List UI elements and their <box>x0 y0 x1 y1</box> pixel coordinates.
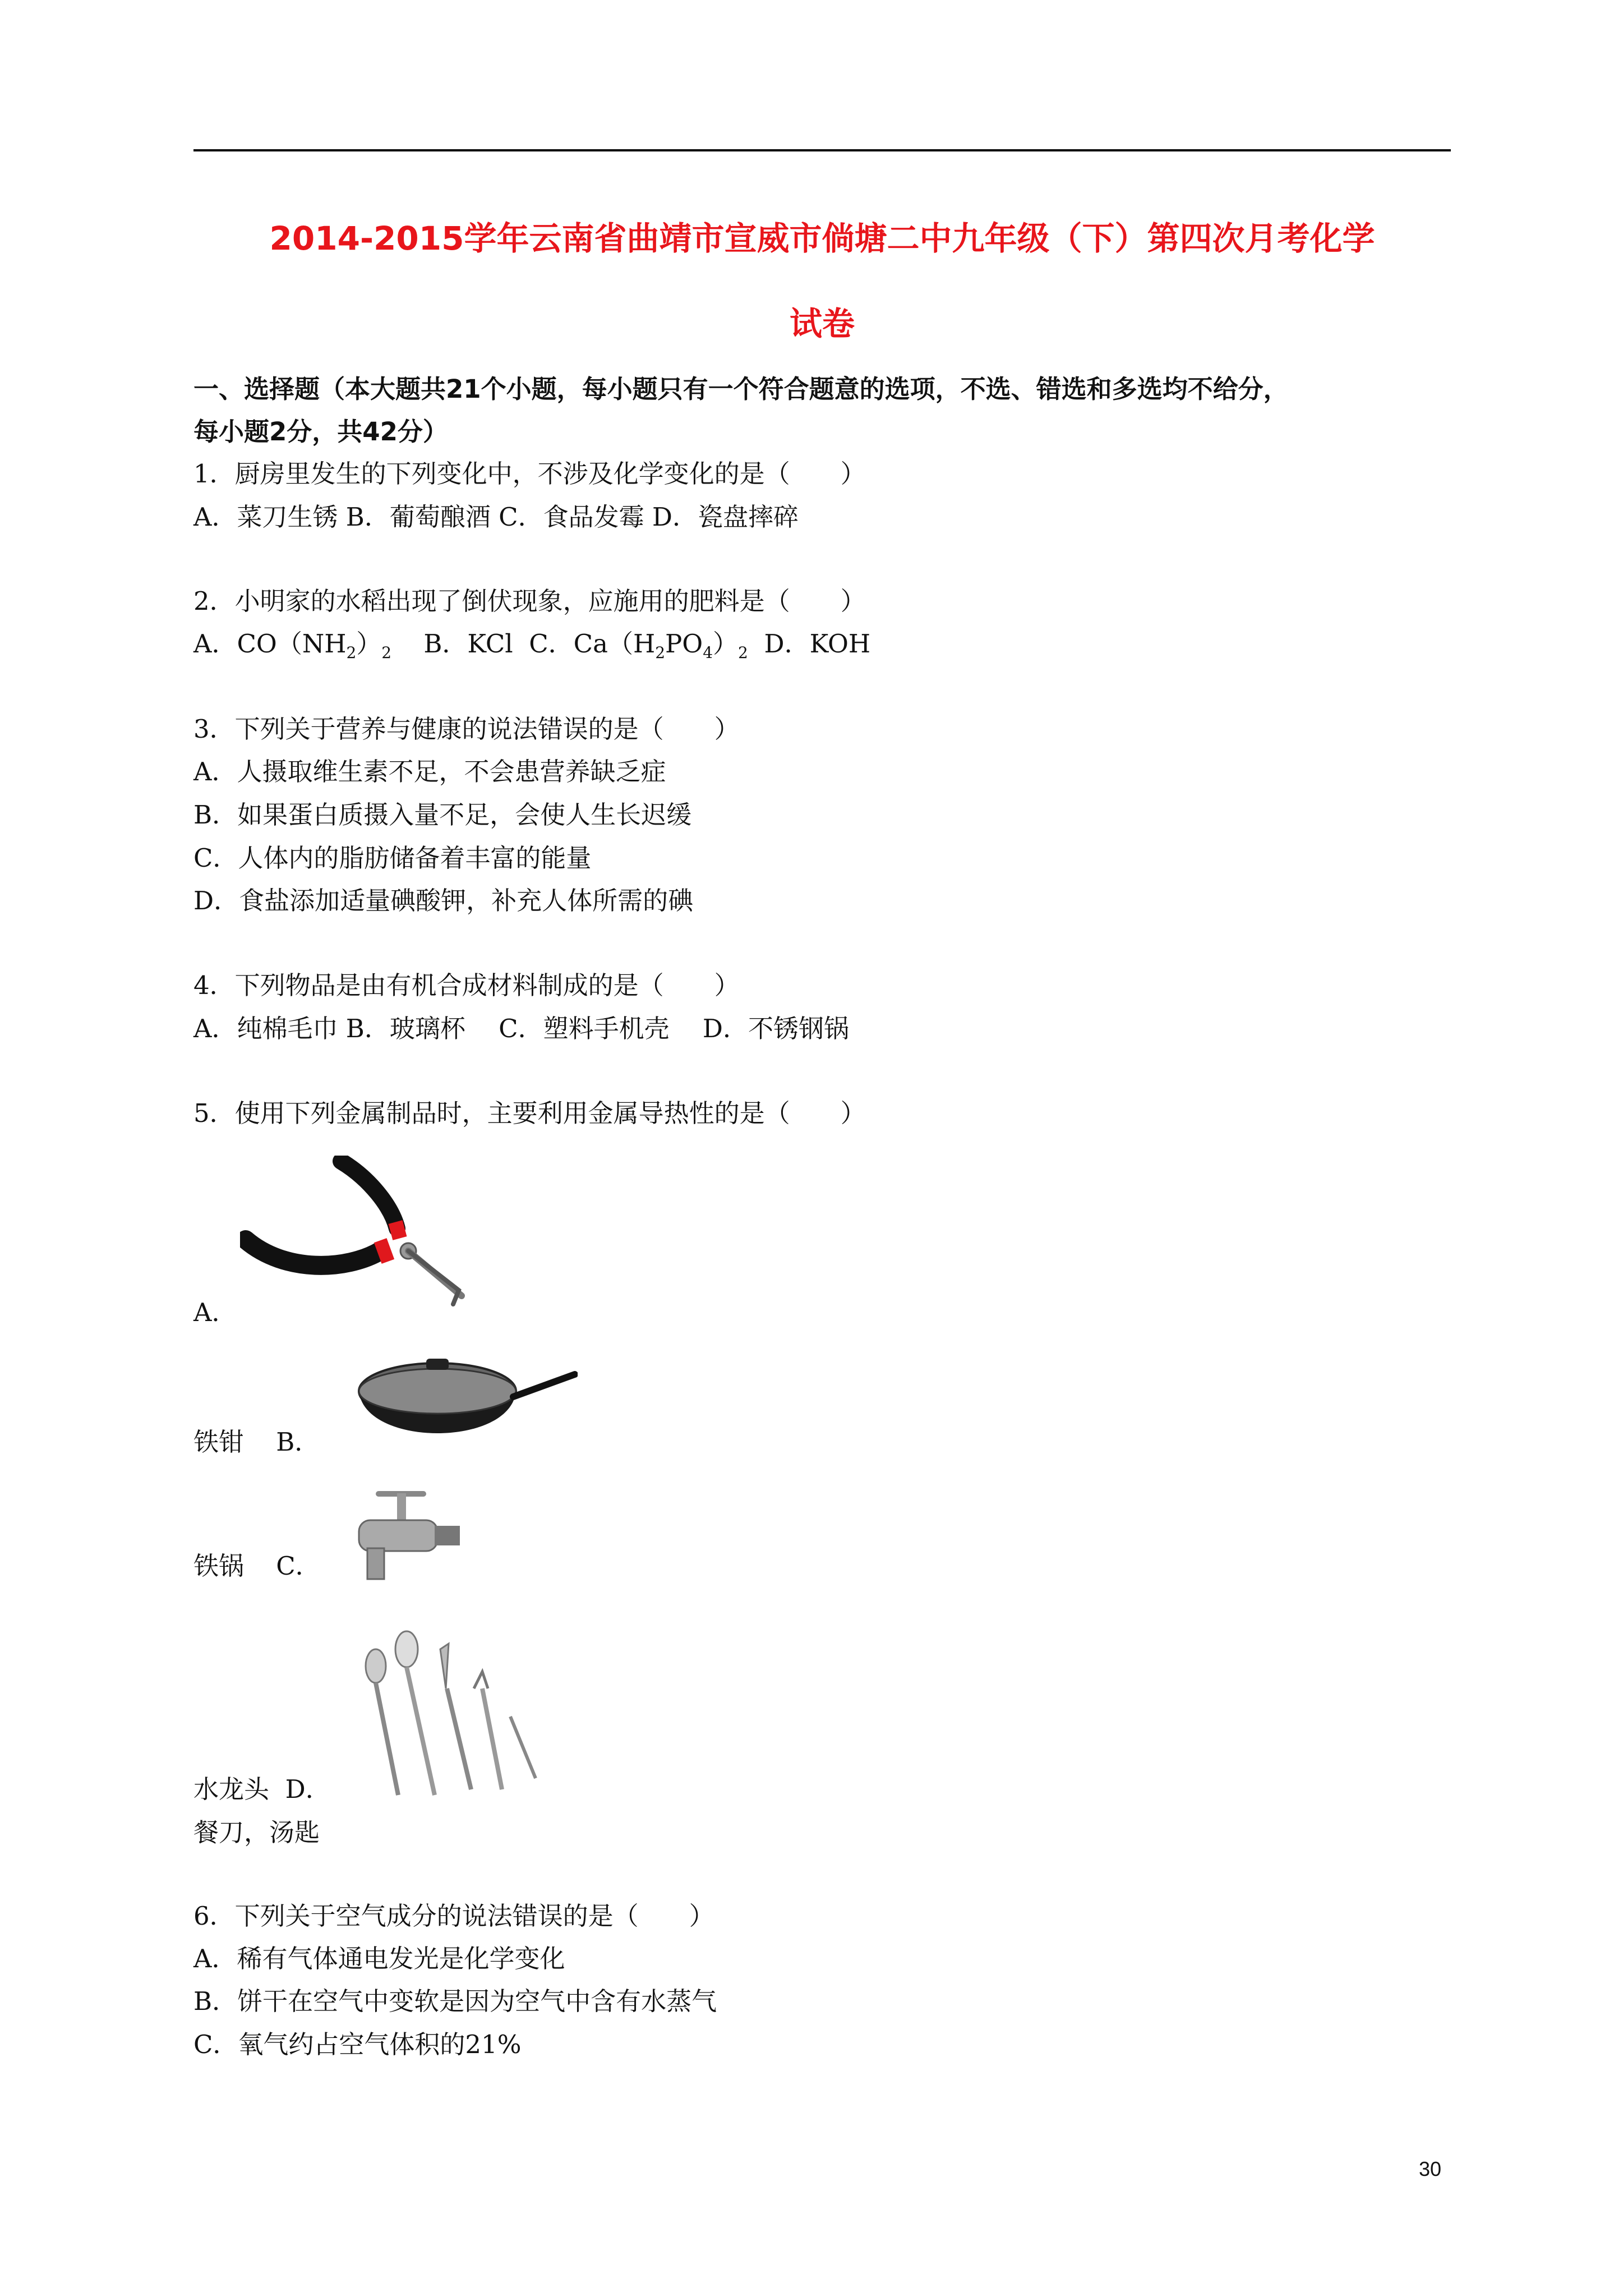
question-6-option-a: A．稀有气体通电发光是化学变化 <box>193 1944 565 1973</box>
page-number: 30 <box>1419 2157 1442 2180</box>
question-4-options: A．纯棉毛巾 B．玻璃杯 C．塑料手机壳 D．不锈钢锅 <box>193 1014 849 1043</box>
section-heading-1: 一、选择题（本大题共21个小题，每小题只有一个符合题意的选项，不选、错选和多选均不给分， <box>193 374 1289 404</box>
cutlery-image <box>351 1627 541 1806</box>
question-6-option-b: B．饼干在空气中变软是因为空气中含有水蒸气 <box>193 1986 717 2016</box>
pliers-image <box>240 1156 470 1313</box>
question-6-option-c: C．氧气约占空气体积的21% <box>193 2030 522 2059</box>
question-4: 4．下列物品是由有机合成材料制成的是（ ） <box>193 970 740 1000</box>
question-3-option-b: B．如果蛋白质摄入量不足，会使人生长迟缓 <box>193 800 692 830</box>
question-1: 1．厨房里发生的下列变化中，不涉及化学变化的是（ ） <box>193 459 866 489</box>
question-5-option-a-text: 铁钳 B． <box>193 1427 320 1457</box>
question-5-option-b-text: 铁锅 C． <box>193 1551 321 1581</box>
question-5-option-c-text: 水龙头 D． <box>193 1774 331 1804</box>
title-line-2: 试卷 <box>789 305 855 343</box>
question-1-options: A．菜刀生锈 B．葡萄酿酒 C．食品发霉 D．瓷盘摔碎 <box>193 502 799 532</box>
faucet-image <box>336 1487 471 1588</box>
wok-image <box>353 1352 578 1464</box>
question-5-option-a-label: A． <box>193 1297 237 1327</box>
question-2: 2．小明家的水稻出现了倒伏现象，应施用的肥料是（ ） <box>193 586 866 616</box>
title-line-1: 2014-2015学年云南省曲靖市宣威市倘塘二中九年级（下）第四次月考化学 <box>269 219 1375 257</box>
question-2-options: A．$CO(NH_2)_2$ B．KCl C．$Ca(H_2PO_4)_2$ D．KOH <box>193 629 871 662</box>
question-3-option-a: A．人摄取维生素不足，不会患营养缺乏症 <box>193 757 666 786</box>
question-3-option-c: C．人体内的脂肪储备着丰富的能量 <box>193 843 592 873</box>
question-6: 6．下列关于空气成分的说法错误的是（ ） <box>193 1901 714 1931</box>
section-heading-2: 每小题2分，共42分） <box>193 417 448 447</box>
question-3: 3．下列关于营养与健康的说法错误的是（ ） <box>193 714 740 744</box>
question-5-option-d-text: 餐刀，汤匙 <box>193 1818 320 1847</box>
question-5: 5．使用下列金属制品时，主要利用金属导热性的是（ ） <box>193 1098 866 1128</box>
header-rule <box>193 149 1451 151</box>
question-3-option-d: D．食盐添加适量碘酸钾，补充人体所需的碘 <box>193 886 694 915</box>
